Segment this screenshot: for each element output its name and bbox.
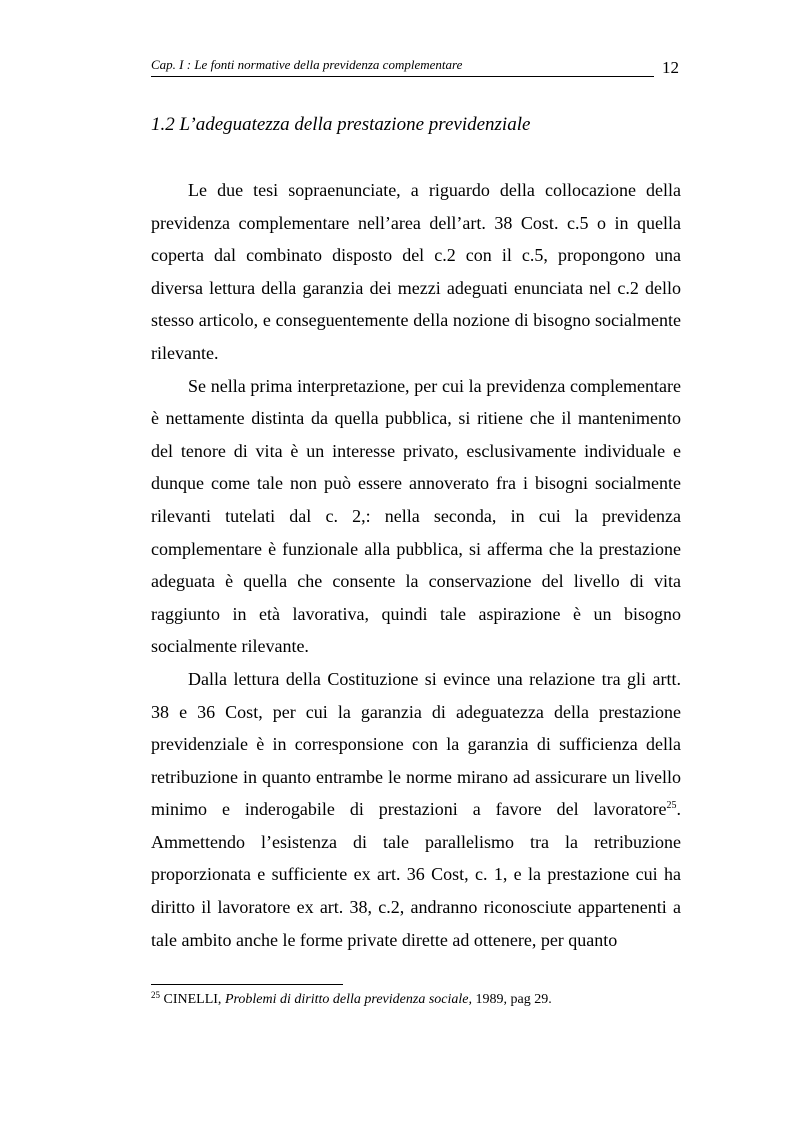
paragraph-2: Se nella prima interpretazione, per cui la previdenza complementare è nettamente distinta da quella pubblica, si ritiene che il mantenimento del tenore di vita è un interesse privato, esclusivamente individuale e dunque come tale non può essere annoverato fra i bisogni socialmente rilevanti tutelati dal c. 2,: nella seconda, in cui la previdenza complementare è funzionale alla pubblica, si afferma che la prestazione adeguata è quella che consente la conservazione del livello di vita raggiunto in età lavorativa, quindi tale aspirazione è un bisogno socialmente rilevante. (151, 375, 681, 657)
paragraph-3 (151, 663, 681, 956)
footnote-divider (151, 984, 343, 985)
paragraph-3-text-start: Dalla lettura della Costituzione si evince una relazione tra gli artt. 38 e 36 Cost, per cui la garanzia di adeguatezza della prestazione previdenziale è in corresponsione con la garanzia di sufficienza della retribuzione in quanto entrambe le norme mirano ad assicurare un livello minimo e inderogabile di prestazioni a favore del lavoratore (151, 668, 681, 820)
footnote-title: Problemi di diritto della previdenza sociale, (224, 992, 472, 1007)
footnote-reference[interactable]: 25 (666, 800, 677, 812)
footnote-number: 25 (151, 990, 160, 1000)
running-header (151, 57, 654, 77)
section-heading: 1.2 L’adeguatezza della prestazione previdenziale (151, 114, 531, 135)
body-text (151, 174, 681, 956)
paragraph-1: Le due tesi sopraenunciate, a riguardo della collocazione della previdenza complementare nell’area dell’art. 38 Cost. c.5 o in quella coperta dal combinato disposto del c.2 con il c.5, propongono una diversa lettura della garanzia dei mezzi adeguati enunciata nel c.2 dello stesso articolo, e conseguentemente della nozione di bisogno socialmente rilevante. (151, 180, 681, 363)
running-header-title: Cap. I : Le fonti normative della previdenza complementare (151, 57, 463, 72)
footnote-details: 1989, pag 29. (471, 992, 552, 1007)
paragraph-3-text-end: . Ammettendo l’esistenza di tale parallelismo tra la retribuzione proporzionata e sufficiente ex art. 36 Cost, c. 1, e la prestazione cui ha diritto il lavoratore ex art. 38, c.2, andranno riconosciute appartenenti a tale ambito anche le forme private dirette ad ottenere, per quanto (151, 799, 681, 950)
footnote (151, 992, 552, 1008)
page-number: 12 (662, 58, 679, 77)
footnote-author: CINELLI, (160, 992, 225, 1007)
